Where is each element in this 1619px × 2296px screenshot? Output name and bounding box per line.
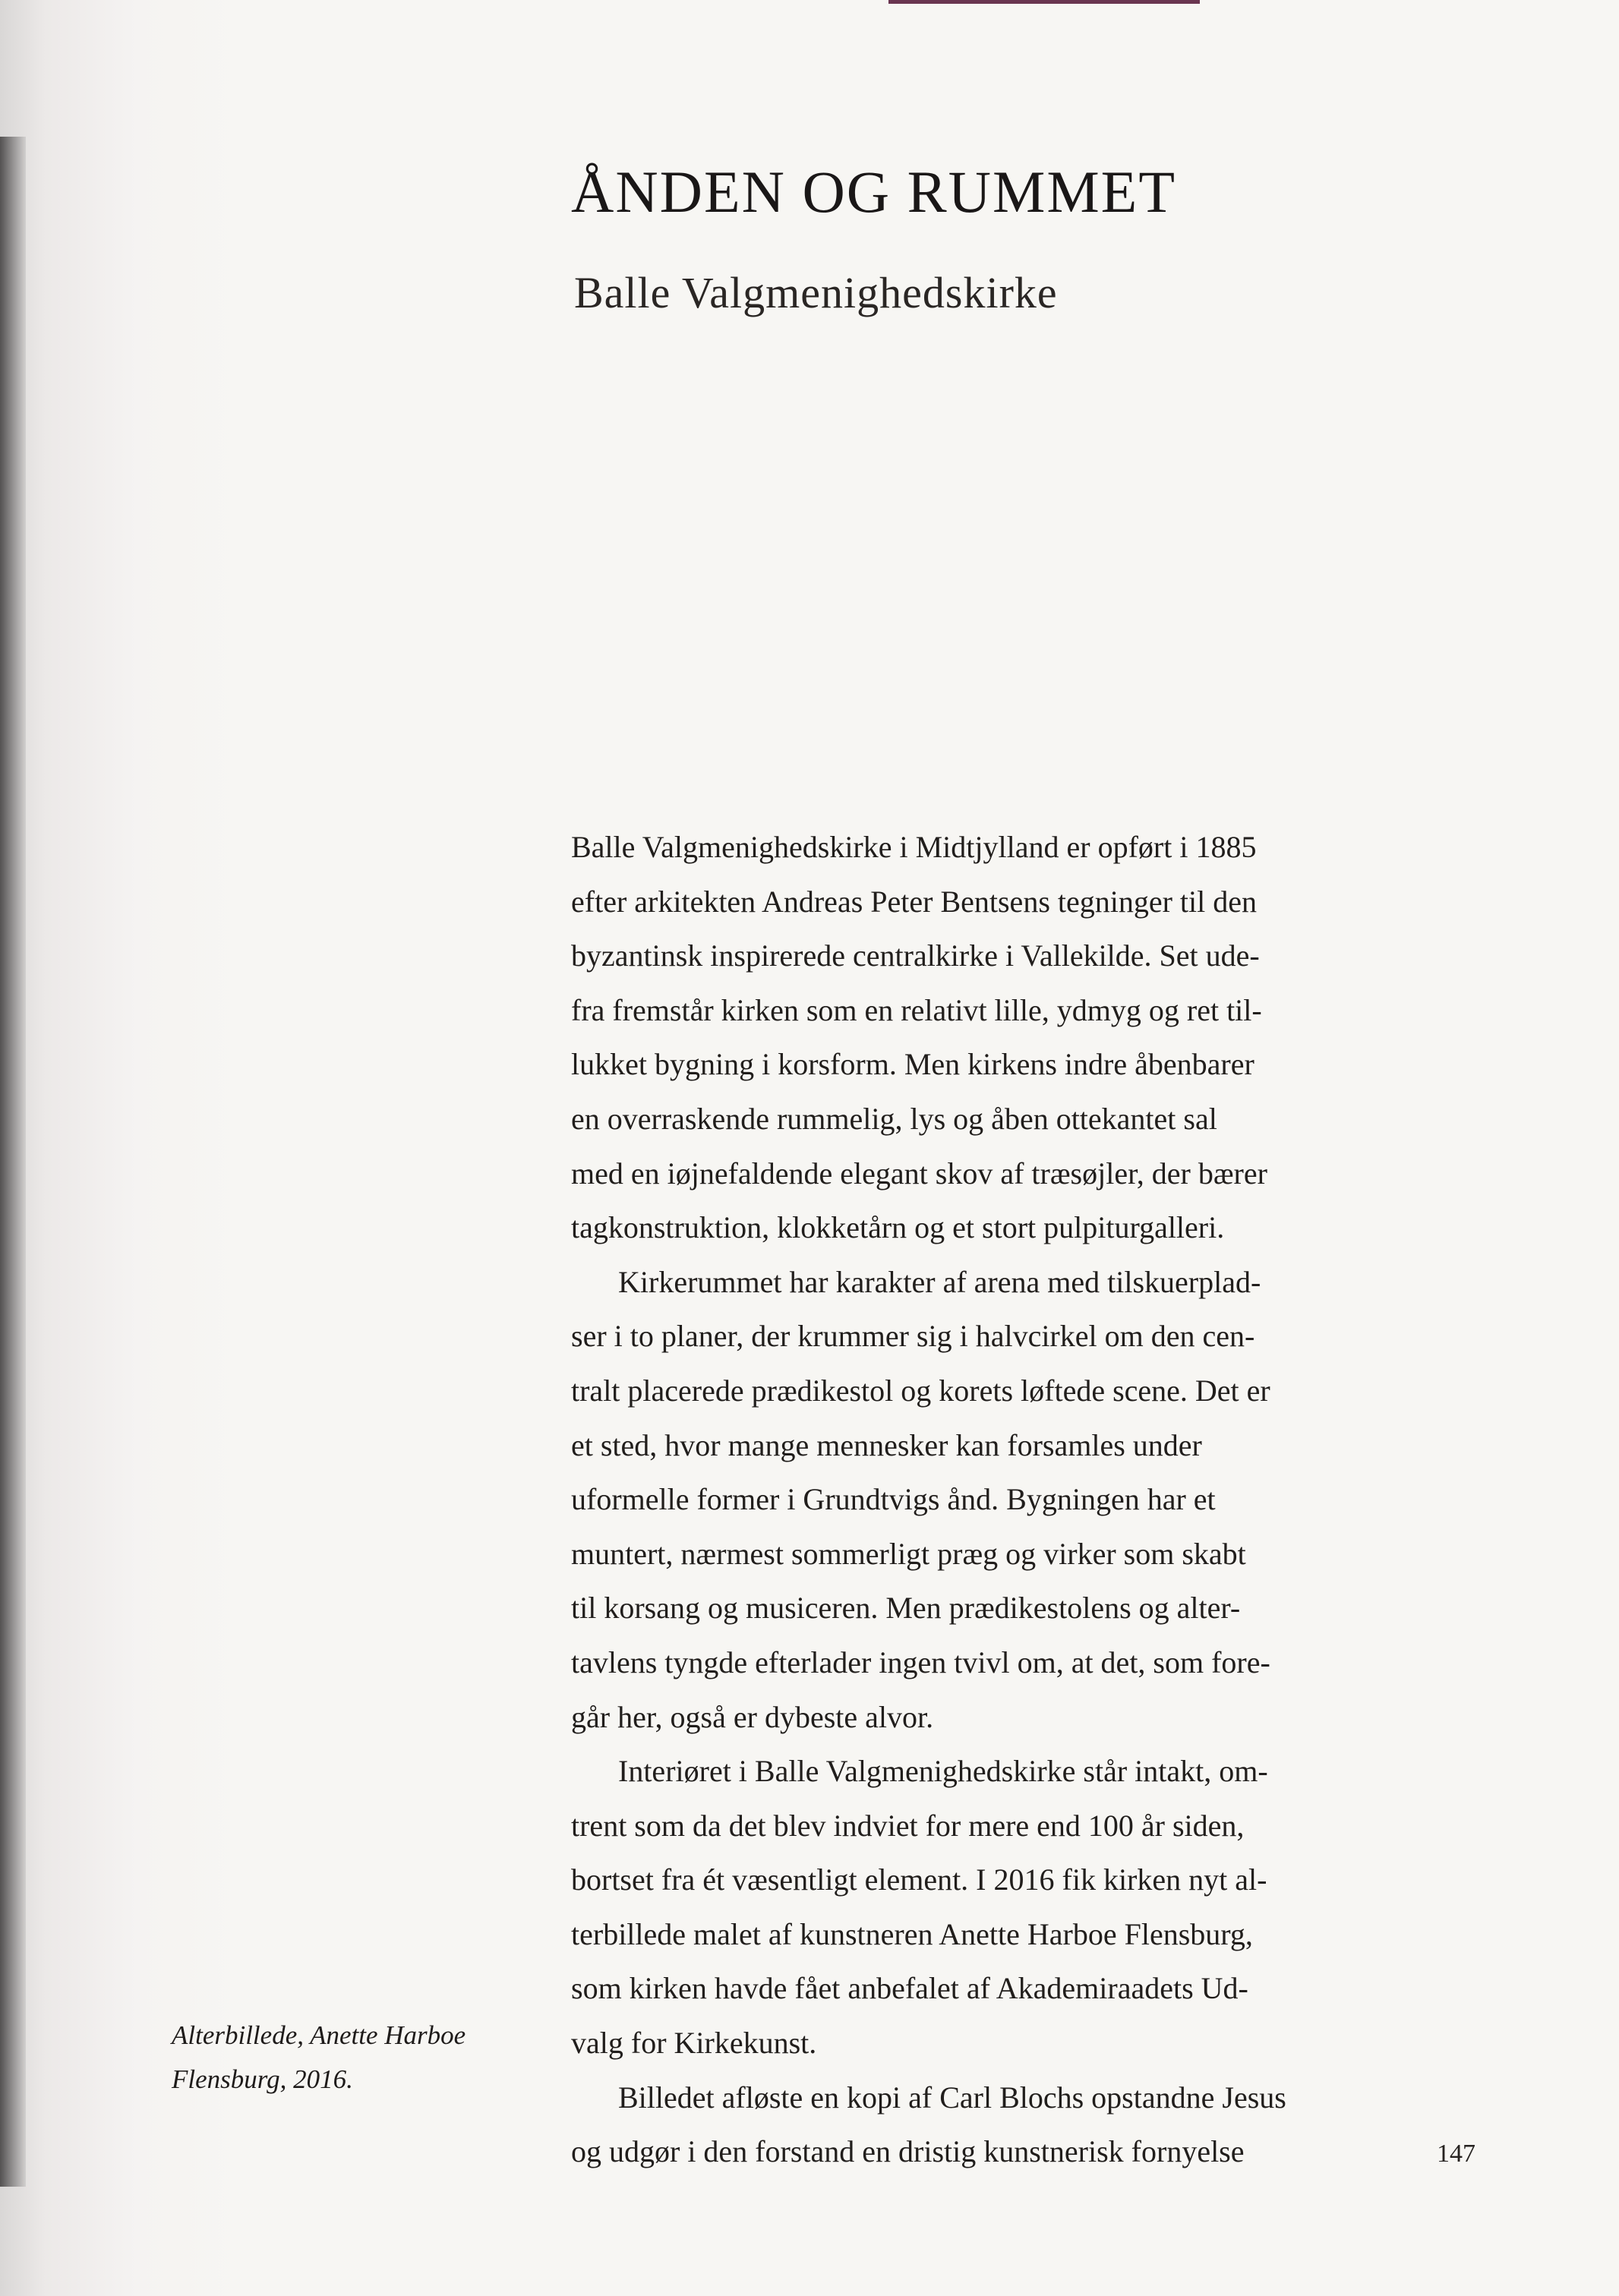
body-line: går her, også er dybeste alvor. xyxy=(571,1699,934,1734)
body-line: som kirken havde fået anbefalet af Akademiraadets Ud- xyxy=(571,1971,1248,2006)
body-line: og udgør i den forstand en dristig kunstnerisk fornyelse xyxy=(571,2134,1245,2169)
body-line: efter arkitekten Andreas Peter Bentsens tegninger til den xyxy=(571,884,1258,919)
body-line: et sted, hvor mange mennesker kan forsamles under xyxy=(571,1427,1202,1462)
page-number: 147 xyxy=(1437,2140,1475,2168)
body-line: tagkonstruktion, klokketårn og et stort pulpiturgalleri. xyxy=(571,1210,1225,1245)
chapter-subtitle: Balle Valgmenighedskirke xyxy=(574,268,1058,317)
body-line: trent som da det blev indviet for mere end 100 år siden, xyxy=(571,1808,1245,1843)
body-line: bortset fra ét væsentligt element. I 2016 fik kirken nyt al- xyxy=(571,1862,1267,1897)
body-line: en overraskende rummelig, lys og åben ottekantet sal xyxy=(571,1101,1217,1136)
caption-line: Alterbillede, Anette Harboe xyxy=(172,2020,466,2050)
body-line: Kirkerummet har karakter af arena med tilskuerplad- xyxy=(618,1264,1261,1299)
body-line: uformelle former i Grundtvigs ånd. Bygningen har et xyxy=(571,1482,1216,1517)
body-line: Billedet afløste en kopi af Carl Blochs opstandne Jesus xyxy=(618,2080,1286,2115)
body-line: valg for Kirkekunst. xyxy=(571,2026,817,2061)
body-line: med en iøjnefaldende elegant skov af træsøjler, der bærer xyxy=(571,1156,1267,1191)
body-line: Balle Valgmenighedskirke i Midtjylland er opført i 1885 xyxy=(571,830,1257,864)
body-line: lukket bygning i korsform. Men kirkens indre åbenbarer xyxy=(571,1047,1254,1082)
top-edge-rule xyxy=(888,0,1200,4)
body-line: terbillede malet af kunstneren Anette Harboe Flensburg, xyxy=(571,1916,1253,1951)
body-line: fra fremstår kirken som en relativt lille, ydmyg og ret til- xyxy=(571,992,1262,1027)
chapter-title: ÅNDEN OG RUMMET xyxy=(571,159,1176,225)
book-binding-shadow xyxy=(0,137,26,2187)
body-line: byzantinsk inspirerede centralkirke i Vallekilde. Set ude- xyxy=(571,938,1260,973)
body-line: tralt placerede prædikestol og korets løftede scene. Det er xyxy=(571,1373,1270,1408)
body-line: Interiøret i Balle Valgmenighedskirke står intakt, om- xyxy=(618,1754,1268,1789)
body-line: tavlens tyngde efterlader ingen tvivl om, at det, som fore- xyxy=(571,1645,1270,1679)
body-text xyxy=(571,820,1482,2179)
caption-line: Flensburg, 2016. xyxy=(172,2064,353,2094)
body-line: ser i to planer, der krummer sig i halvcirkel om den cen- xyxy=(571,1319,1255,1354)
body-line: til korsang og musiceren. Men prædikestolens og alter- xyxy=(571,1591,1241,1626)
image-caption xyxy=(172,2014,506,2102)
body-line: muntert, nærmest sommerligt præg og virker som skabt xyxy=(571,1536,1246,1571)
